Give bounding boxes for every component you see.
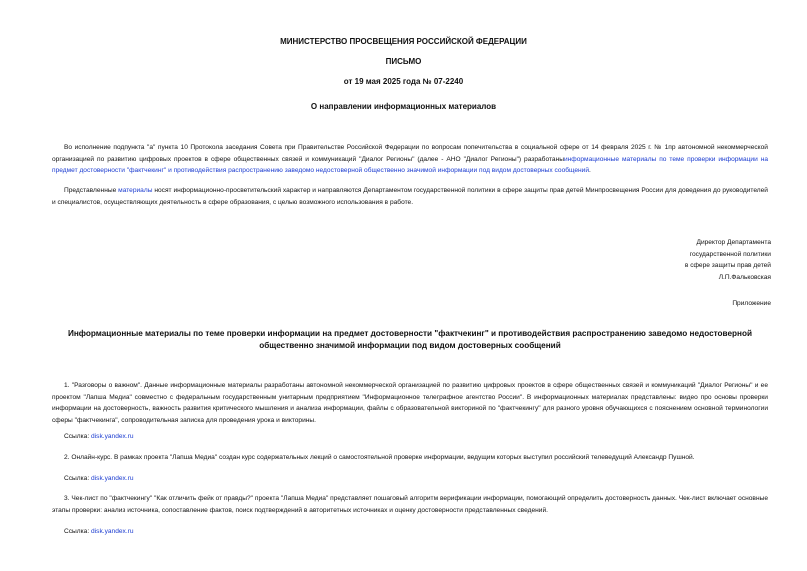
materials-link[interactable]: информационные материалы по теме проверки информации на предмет достоверности "фактчекинг" и противодействия распространению заведомо недостоверной общественно значимой информации под видом достоверных сообщений — [52, 155, 768, 174]
materials-short-link[interactable]: материалы — [118, 187, 153, 194]
annex-label: Приложение — [732, 300, 771, 307]
annex-item-2: 2. Онлайн-курс. В рамках проекта "Лапша Медиа" создан курс содержательных лекций о самостоятельной проверке информации, ведущим которых выступил российский телеведущий Александр Пушной. — [64, 454, 695, 461]
reference-2 — [64, 473, 134, 484]
body-paragraph-1 — [52, 142, 768, 177]
date-number-heading: от 19 мая 2025 года № 07-2240 — [343, 77, 464, 86]
p2-text-end: носят информационно-просветительский характер и направляются Департаментом государственной политики в сфере защиты прав детей Минпросвещения России для доведения до руководителей и специалистов, осуществляющих деятельность в сфере образования, с целью возможного использования в работе. — [52, 187, 768, 206]
reference-label: Ссылка: — [64, 433, 92, 440]
annex-item-3: 3. Чек-лист по "фактчекингу" "Как отличить фейк от правды?" проекта "Лапша Медиа" представляет пошаговый алгоритм верификации информации, помогающий определить достоверность данных. Чек-лист включает основные этапы проверки: анализ источника, сопоставление фактов, поиск подтверждений в авторитетных источниках и оценку достоверности представленных сведений. — [52, 495, 768, 514]
signature-line-2: государственной политики — [689, 250, 771, 258]
signature-line-1: Директор Департамента — [696, 239, 771, 246]
doc-type-heading: ПИСЬМО — [385, 57, 422, 66]
signature-line-3: в сфере защиты прав детей — [684, 262, 771, 269]
ministry-heading: МИНИСТЕРСТВО ПРОСВЕЩЕНИЯ РОССИЙСКОЙ ФЕДЕРАЦИИ — [280, 37, 527, 46]
annex-item-1: 1. "Разговоры о важном". Данные информационные материалы разработаны автономной некоммерческой организацией по развитию цифровых проектов в сфере общественных связей и коммуникаций "Диалог Регионы" и ее проектом "Лапша Медиа" совместно с федеральным государственным унитарным предприятием "Информационное телеграфное агентство России". В информационных материалах представлены: видео про основы проверки информации на достоверность, важность развития критического мышления и анализа информации, файлы с образовательной викториной по "фактчекингу" для разного уровня обучающихся с пояснением основной терминологии сферы "фактчекинга", сопроводительная записка для проведения урока и викторины. — [52, 382, 768, 424]
disk-yandex-link-2[interactable]: disk.yandex.ru — [91, 475, 134, 482]
reference-3 — [64, 526, 134, 537]
p1-text-end: . — [589, 167, 591, 174]
disk-yandex-link-3[interactable]: disk.yandex.ru — [91, 528, 134, 535]
signature-name: Л.П.Фальковская — [718, 273, 771, 281]
body-paragraph-2 — [52, 185, 768, 208]
p1-text-start: Во исполнение подпункта "а" пункта 10 Протокола заседания Совета при Правительстве Российской Федерации по вопросам попечительства в социальной сфере от 14 февраля 2025 г. № 1пр автономной некоммерческой организацией по развитию цифровых проектов в сфере общественных связей и коммуникаций "Диалог Регионы" (далее - АНО "Диалог Регионы") разработаны — [52, 144, 768, 163]
reference-label: Ссылка: — [64, 475, 92, 482]
disk-yandex-link-1[interactable]: disk.yandex.ru — [91, 433, 134, 440]
subject-heading: О направлении информационных материалов — [310, 102, 497, 111]
signature-block — [611, 237, 771, 283]
annex-title: Информационные материалы по теме проверки информации на предмет достоверности "фактчекинг" и противодействия распространению заведомо недостоверной общественно значимой информации под видом достоверных сообщений — [67, 329, 753, 350]
reference-1 — [64, 431, 134, 442]
p2-text-start: Представленные — [64, 187, 119, 194]
reference-label: Ссылка: — [64, 528, 92, 535]
